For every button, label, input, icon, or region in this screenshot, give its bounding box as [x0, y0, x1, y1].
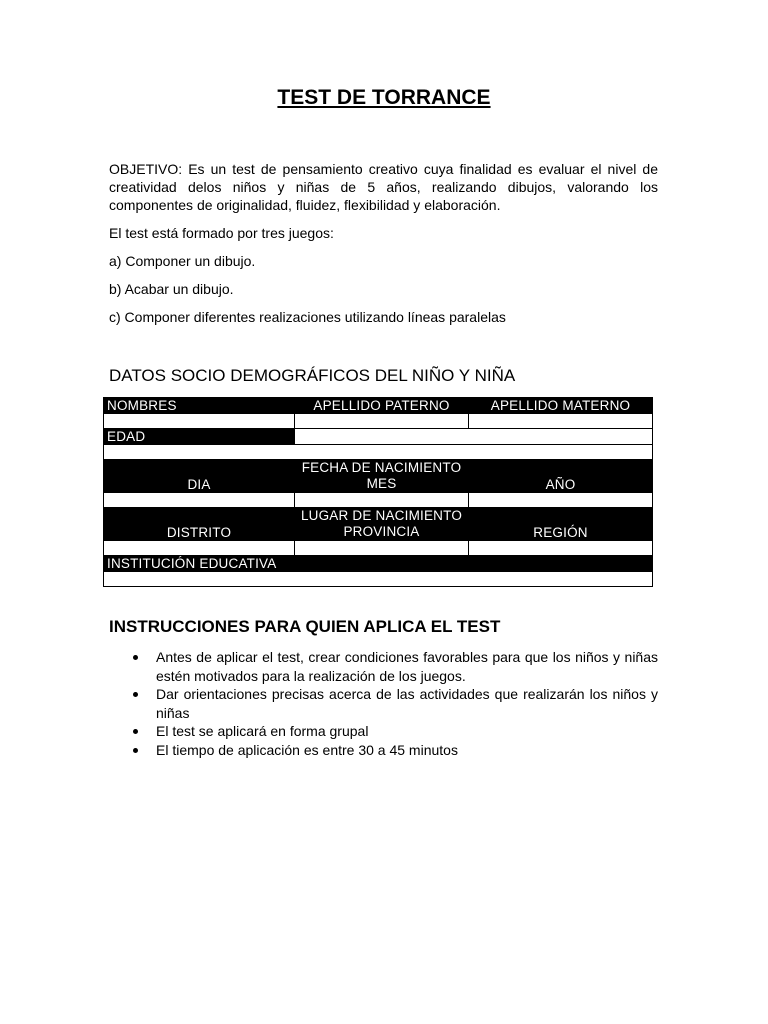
- table-row: [104, 414, 653, 429]
- table-row: [104, 556, 653, 572]
- table-row: [104, 460, 653, 493]
- table-row: [104, 398, 653, 414]
- region-label: REGIÓN: [469, 508, 653, 541]
- dia-label: DIA: [104, 460, 295, 493]
- list-item: Dar orientaciones precisas acerca de las actividades que realizarán los niños y niñas: [109, 685, 658, 722]
- provincia-label: PROVINCIA: [343, 524, 420, 539]
- fecha-nacimiento-header: [295, 460, 469, 493]
- lugar-nacimiento-label: LUGAR DE NACIMIENTO: [300, 508, 463, 523]
- institucion-field[interactable]: [104, 572, 653, 587]
- mes-label: MES: [366, 476, 397, 491]
- objective-paragraph: OBJETIVO: Es un test de pensamiento creativo cuya finalidad es evaluar el nivel de creatividad delos niños y niñas de 5 años, realizando dibujos, valorando los componentes de originalidad, fluidez, flexibilidad y elaboración.: [109, 161, 658, 213]
- instructions-heading: INSTRUCCIONES PARA QUIEN APLICA EL TEST: [109, 617, 501, 636]
- edad-field[interactable]: [295, 429, 653, 445]
- institucion-label: INSTITUCIÓN EDUCATIVA: [104, 556, 653, 572]
- table-row: [104, 508, 653, 541]
- demographics-table: [103, 397, 653, 587]
- apellido-materno-field[interactable]: [469, 414, 653, 429]
- fecha-nacimiento-label: FECHA DE NACIMIENTO: [301, 460, 462, 475]
- table-row: [104, 541, 653, 556]
- page-title: TEST DE TORRANCE: [277, 86, 491, 109]
- intro-section: [109, 160, 658, 326]
- blank-row: [104, 445, 653, 460]
- region-field[interactable]: [469, 541, 653, 556]
- dia-field[interactable]: [104, 493, 295, 508]
- demographics-heading: DATOS SOCIO DEMOGRÁFICOS DEL NIÑO Y NIÑA: [109, 366, 516, 385]
- provincia-field[interactable]: [295, 541, 469, 556]
- anio-field[interactable]: [469, 493, 653, 508]
- table-row: [104, 572, 653, 587]
- apellido-materno-label: APELLIDO MATERNO: [469, 398, 653, 414]
- nombres-field[interactable]: [104, 414, 295, 429]
- list-item: Antes de aplicar el test, crear condiciones favorables para que los niños y niñas estén motivados para la realización de los juegos.: [109, 648, 658, 685]
- list-item: El test se aplicará en forma grupal: [109, 722, 658, 741]
- distrito-field[interactable]: [104, 541, 295, 556]
- table-row: [104, 493, 653, 508]
- apellido-paterno-field[interactable]: [295, 414, 469, 429]
- game-item: b) Acabar un dibujo.: [109, 281, 234, 297]
- apellido-paterno-label: APELLIDO PATERNO: [295, 398, 469, 414]
- lugar-nacimiento-header: [295, 508, 469, 541]
- distrito-label: DISTRITO: [104, 508, 295, 541]
- instructions-list: [109, 648, 658, 759]
- list-item: El tiempo de aplicación es entre 30 a 45 minutos: [109, 741, 658, 760]
- game-item: c) Componer diferentes realizaciones utilizando líneas paralelas: [109, 309, 506, 325]
- games-intro: El test está formado por tres juegos:: [109, 225, 334, 241]
- table-row: [104, 445, 653, 460]
- game-item: a) Componer un dibujo.: [109, 253, 256, 269]
- anio-label: AÑO: [469, 460, 653, 493]
- edad-label: EDAD: [104, 429, 295, 445]
- nombres-label: NOMBRES: [104, 398, 295, 414]
- mes-field[interactable]: [295, 493, 469, 508]
- table-row: [104, 429, 653, 445]
